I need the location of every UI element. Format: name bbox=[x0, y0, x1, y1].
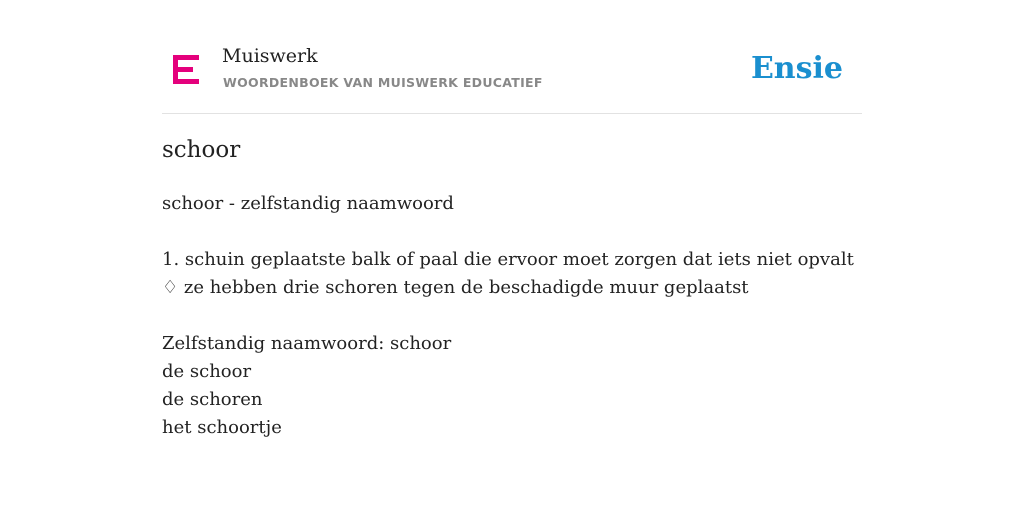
form-plural: de schoren bbox=[162, 389, 263, 410]
logo-bar-bottom bbox=[173, 79, 199, 84]
form-diminutive: het schoortje bbox=[162, 417, 282, 438]
spacer bbox=[162, 218, 862, 246]
part-of-speech-line: schoor - zelfstandig naamwoord bbox=[162, 193, 454, 214]
definition-line: 1. schuin geplaatste balk of paal die ervoor moet zorgen dat iets niet opvalt bbox=[162, 249, 854, 270]
site-name[interactable]: Muiswerk bbox=[222, 45, 318, 67]
page-container bbox=[162, 0, 862, 438]
header bbox=[162, 0, 862, 114]
logo-bar-top bbox=[173, 55, 199, 60]
logo-bar-middle bbox=[173, 67, 193, 72]
entry-title: schoor bbox=[162, 137, 241, 163]
ensie-brand-link[interactable]: Ensie bbox=[750, 51, 843, 86]
site-subtitle: WOORDENBOEK VAN MUISWERK EDUCATIEF bbox=[223, 75, 543, 90]
muiswerk-logo-icon[interactable] bbox=[173, 55, 199, 88]
form-singular: de schoor bbox=[162, 361, 252, 382]
entry-content bbox=[162, 190, 862, 442]
example-line: ♢ ze hebben drie schoren tegen de beschadigde muur geplaatst bbox=[162, 277, 749, 298]
forms-heading: Zelfstandig naamwoord: schoor bbox=[162, 333, 452, 354]
spacer bbox=[162, 302, 862, 330]
